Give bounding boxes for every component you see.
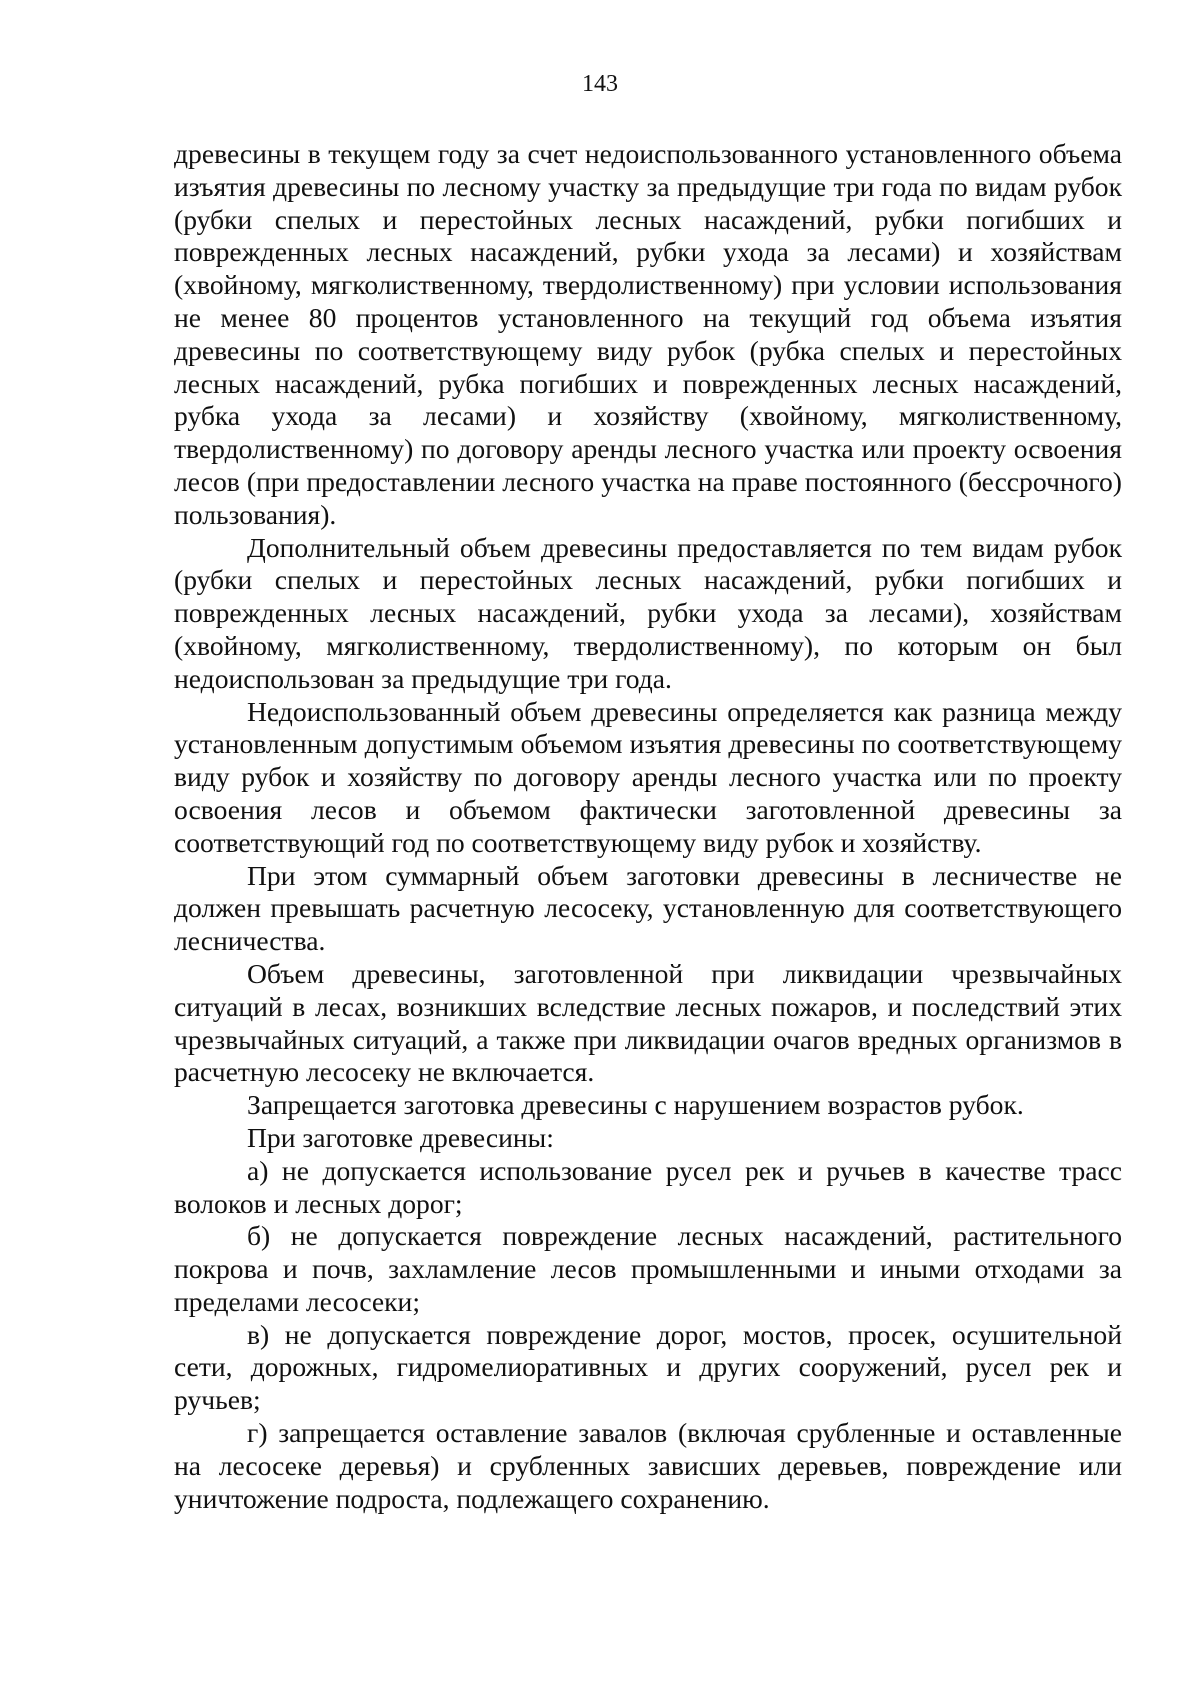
list-item-b: б) не допускается повреждение лесных насаждений, растительного покрова и почв, захламление лесов промышленными и иными отходами за пределами лесосеки;	[174, 1220, 1122, 1317]
list-item-v: в) не допускается повреждение дорог, мостов, просек, осушительной сети, дорожных, гидромелиоративных и других сооружений, русел рек и ручьев;	[174, 1318, 1122, 1416]
paragraph-age-prohibition: Запрещается заготовка древесины с нарушением возрастов рубок.	[247, 1089, 1024, 1121]
paragraph-total-volume: При этом суммарный объем заготовки древесины в лесничестве не должен превышать расчетную лесосеку, установленную для соответствующего лесничества.	[174, 859, 1122, 957]
list-item-a: а) не допускается использование русел рек и ручьев в качестве трасс волоков и лесных дорог;	[174, 1154, 1122, 1219]
page-number: 143	[582, 71, 618, 97]
list-item-g: г) запрещается оставление завалов (включая срубленные и оставленные на лесосеке деревья) и срубленных зависших деревьев, повреждение или уничтожение подроста, подлежащего сохранению.	[174, 1417, 1122, 1514]
document-body	[174, 138, 1122, 1515]
paragraph-emergency-volume: Объем древесины, заготовленной при ликвидации чрезвычайных ситуаций в лесах, возникших вследствие лесных пожаров, и последствий этих чрезвычайных ситуаций, а также при ликвидации очагов вредных организмов в расчетную лесосеку не включается.	[174, 957, 1122, 1088]
paragraph-continuation: древесины в текущем году за счет недоиспользованного установленного объема изъятия древесины по лесному участку за предыдущие три года по видам рубок (рубки спелых и перестойных лесных насаждений, рубки погибших и поврежденных лесных насаждений, рубки ухода за лесами) и хозяйствам (хвойному, мягколиственному, твердолиственному) при условии использования не менее 80 процентов установленного на текущий год объема изъятия древесины по соответствующему виду рубок (рубка спелых и перестойных лесных насаждений, рубка погибших и поврежденных лесных насаждений, рубка ухода за лесами) и хозяйству (хвойному, мягколиственному, твердолиственному) по договору аренды лесного участка или проекту освоения лесов (при предоставлении лесного участка на праве постоянного (бессрочного) пользования).	[174, 138, 1122, 530]
paragraph-unused-volume: Недоиспользованный объем древесины определяется как разница между установленным допустимым объемом изъятия древесины по соответствующему виду рубок и хозяйству по договору аренды лесного участка или по проекту освоения лесов и объемом фактически заготовленной древесины за соответствующий год по соответствующему виду рубок и хозяйству.	[174, 695, 1122, 858]
paragraph-additional-volume: Дополнительный объем древесины предоставляется по тем видам рубок (рубки спелых и перестойных лесных насаждений, рубки погибших и поврежденных лесных насаждений, рубки ухода за лесами), хозяйствам (хвойному, мягколиственному, твердолиственному), по которым он был недоиспользован за предыдущие три года.	[174, 531, 1122, 694]
paragraph-harvest-rules-intro: При заготовке древесины:	[247, 1121, 554, 1153]
